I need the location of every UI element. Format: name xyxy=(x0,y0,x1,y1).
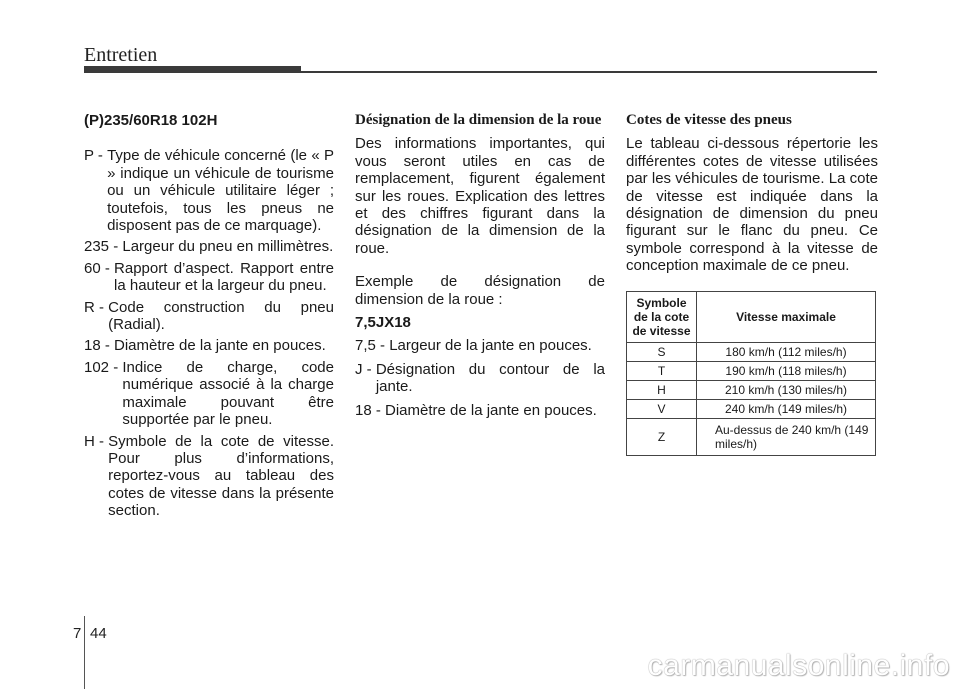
definition-term: 18 - xyxy=(355,401,386,419)
speed-symbol: V xyxy=(627,399,697,418)
definition-desc: Indice de charge, code numérique associé à la charge maximale pouvant être supportée par le pneu. xyxy=(122,358,334,429)
header-rule xyxy=(301,71,877,73)
table-row xyxy=(627,342,876,361)
definition-item xyxy=(84,299,334,334)
table-row xyxy=(627,399,876,418)
wheel-example-code: 7,5JX18 xyxy=(355,314,411,332)
tire-spec-code: (P)235/60R18 102H xyxy=(84,112,218,129)
definition-term: R - xyxy=(84,298,109,316)
definition-item xyxy=(84,337,334,354)
speed-symbol: Z xyxy=(627,418,697,455)
definition-item xyxy=(84,359,334,429)
max-speed: 240 km/h (149 miles/h) xyxy=(697,399,876,418)
table-header-row xyxy=(627,291,876,342)
max-speed: 180 km/h (112 miles/h) xyxy=(697,342,876,361)
table-row xyxy=(627,418,876,455)
speed-symbol: T xyxy=(627,361,697,380)
definition-item xyxy=(84,147,334,234)
page-title: Entretien xyxy=(84,44,158,66)
column-tire-designation xyxy=(84,112,334,524)
max-speed: 190 km/h (118 miles/h) xyxy=(697,361,876,380)
section-heading: Cotes de vitesse des pneus xyxy=(626,112,792,128)
definition-desc: Symbole de la cote de vitesse. Pour plus d’informations, reportez-vous au tableau des cotes de vitesse dans la présente section. xyxy=(108,432,334,520)
speed-symbol: S xyxy=(627,342,697,361)
definition-desc: Type de véhicule concerné (le « P » indique un véhicule de tourisme ou un véhicule utilitaire léger ; toutefois, tous les pneus ne disposent pas de ce marquage). xyxy=(107,147,334,235)
header-bar xyxy=(84,66,301,73)
table-row xyxy=(627,361,876,380)
definition-item xyxy=(355,361,605,396)
column-speed-ratings xyxy=(626,112,878,456)
section-heading: Désignation de la dimension de la roue xyxy=(355,112,602,128)
definition-item xyxy=(355,402,605,419)
footer-rule xyxy=(84,616,85,689)
header-max-speed: Vitesse maximale xyxy=(697,291,876,342)
definition-term: J - xyxy=(355,360,376,378)
speed-rating-table xyxy=(626,291,876,456)
section-intro: Des informations importantes, qui vous seront utiles en cas de remplacement, figurent également sur les roues. Explication des lettres et des chiffres figurant dans la désignation de la dimension de la roue. xyxy=(355,135,605,257)
table-row xyxy=(627,380,876,399)
header-symbol: Symbole de la cote de vitesse xyxy=(627,291,697,342)
max-speed: 210 km/h (130 miles/h) xyxy=(697,380,876,399)
definition-item xyxy=(84,260,334,295)
watermark: carmanualsonline.info xyxy=(647,649,950,682)
definition-term: 235 - xyxy=(84,238,123,256)
definition-term: 7,5 - xyxy=(355,337,390,355)
column-wheel-designation xyxy=(355,112,605,423)
definition-term: 18 - xyxy=(84,337,115,355)
definition-term: P - xyxy=(84,147,108,165)
example-label: Exemple de désignation de dimension de la roue : xyxy=(355,273,605,308)
definition-term: 60 - xyxy=(84,259,115,277)
max-speed: Au-dessus de 240 km/h (149 miles/h) xyxy=(697,418,876,455)
section-intro: Le tableau ci-dessous répertorie les différentes cotes de vitesse utilisées par les véhicules de tourisme. La cote de vitesse est indiquée dans la désignation de dimension du pneu figurant sur le flanc du pneu. Ce symbole correspond à la vitesse de conception maximale de ce pneu. xyxy=(626,135,878,275)
definition-desc: Rapport d’aspect. Rapport entre la hauteur et la largeur du pneu. xyxy=(114,259,334,295)
definition-item xyxy=(84,433,334,520)
definition-item xyxy=(84,238,334,255)
definition-desc: Diamètre de la jante en pouces. xyxy=(385,401,597,419)
page-number: 44 xyxy=(90,625,107,642)
definition-term: H - xyxy=(84,432,109,450)
definition-desc: Largeur de la jante en pouces. xyxy=(389,337,592,355)
definition-desc: Désignation du contour de la jante. xyxy=(375,360,605,396)
definition-desc: Diamètre de la jante en pouces. xyxy=(114,337,326,355)
speed-symbol: H xyxy=(627,380,697,399)
definition-desc: Largeur du pneu en millimètres. xyxy=(122,238,334,256)
definition-term: 102 - xyxy=(84,358,123,376)
chapter-number: 7 xyxy=(73,625,82,642)
definition-desc: Code construction du pneu (Radial). xyxy=(108,298,334,334)
definition-item xyxy=(355,337,605,354)
